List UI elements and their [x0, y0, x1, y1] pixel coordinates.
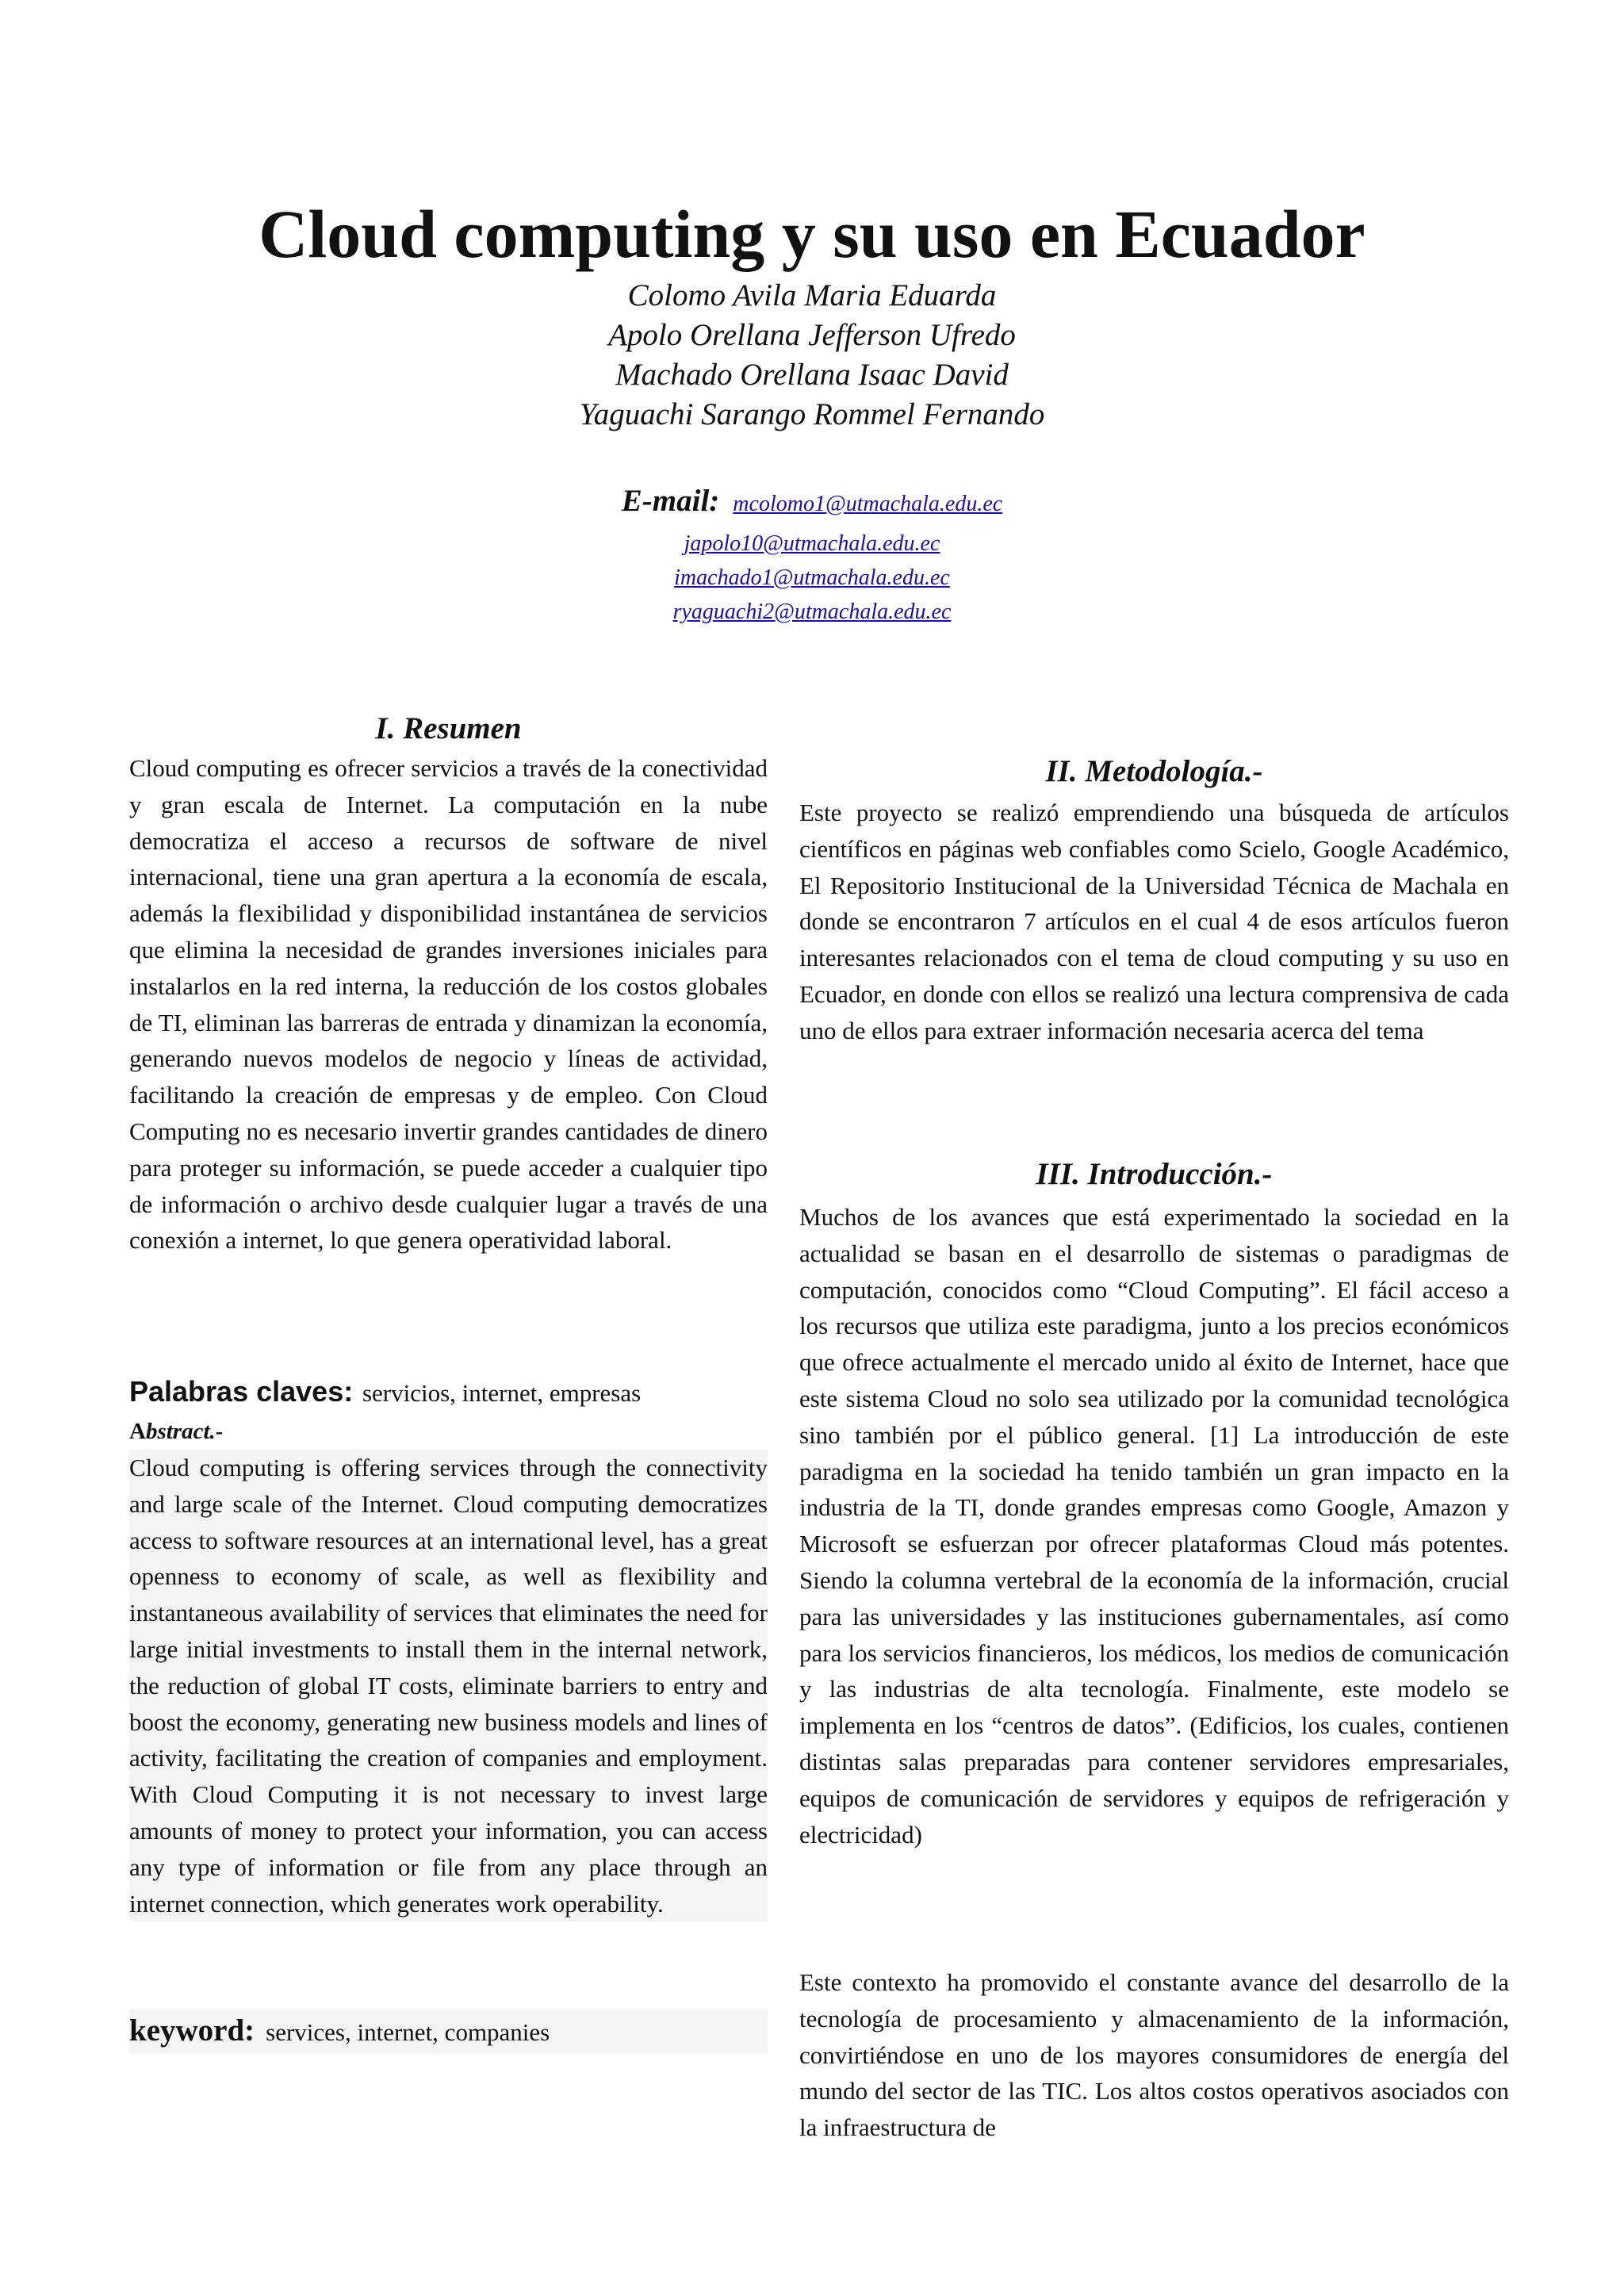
introduccion-paragraph: Muchos de los avances que está experimentado la sociedad en la actualidad se basan en el desarrollo de sistemas o paradigmas de computación, conocidos como “Cloud Computing”. El fácil acceso a los recursos que utiliza este paradigma, junto a los precios económicos que ofrece actualmente el mercado unido al éxito de Internet, hace que este sistema Cloud no solo sea utilizado por la comunidad tecnológica sino también por el público general. [1] La introducción de este paradigma en la sociedad ha tenido también un gran impacto en la industria de la TI, donde grandes empresas como Google, Amazon y Microsoft se esfuerzan por ofrecer plataformas Cloud más potentes. Siendo la columna vertebral de la economía de la información, crucial para las universidades y las instituciones gubernamentales, así como para los servicios financieros, los médicos, los medios de comunicación y las industrias de alta tecnología. Finalmente, este modelo se implementa en los “centros de datos”. (Edificios, los cuales, contienen distintas salas preparadas para contener servidores empresariales, equipos de comunicación de servidores y equipos de refrigeración y electricidad)	[799, 1203, 1509, 1849]
palabras-claves-label: Palabras claves:	[129, 1375, 354, 1408]
email-label: E-mail:	[621, 484, 720, 518]
palabras-claves-line	[129, 1374, 641, 1412]
metodologia-paragraph: Este proyecto se realizó emprendiendo una búsqueda de artículos científicos en páginas web confiables como Scielo, Google Académico, El Repositorio Institucional de la Universidad Técnica de Machala en donde se encontraron 7 artículos en el cual 4 de esos artículos fueron interesantes relacionados con el tema de cloud computing y su uso en Ecuador, en donde con ellos se realizó una lectura comprensiva de cada uno de ellos para extraer información necesaria acerca del tema	[799, 799, 1509, 1044]
keyword-label: keyword:	[129, 2013, 255, 2048]
abstract-paragraph: Cloud computing is offering services through the connectivity and large scale of the Internet. Cloud computing democratizes access to software resources at an international level, has a great openness to economy of scale, as well as flexibility and instantaneous availability of services that eliminates the need for large initial investments to install them in the internal network, the reduction of global IT costs, eliminate barriers to entry and boost the economy, generating new business models and lines of activity, facilitating the creation of companies and employment. With Cloud Computing it is not necessary to invest large amounts of money to protect your information, you can access any type of information or file from any place through an internet connection, which generates work operability.	[129, 1450, 768, 1921]
author-name: Apolo Orellana Jefferson Ufredo	[608, 318, 1016, 352]
email-link[interactable]: mcolomo1@utmachala.edu.ec	[733, 492, 1003, 516]
palabras-claves-value: servicios, internet, empresas	[356, 1379, 642, 1407]
keyword-line	[129, 2010, 768, 2054]
author-name: Yaguachi Sarango Rommel Fernando	[579, 397, 1045, 431]
abstract-label: Abstract.-	[129, 1419, 224, 1444]
resumen-paragraph: Cloud computing es ofrecer servicios a través de la conectividad y gran escala de Internet. La computación en la nube democratiza el acceso a recursos de software de nivel internacional, tiene una gran apertura a la economía de escala, además la flexibilidad y disponibilidad instantánea de servicios que elimina la necesidad de grandes inversiones iniciales para instalarlos en la red interna, la reducción de los costos globales de TI, eliminan las barreras de entrada y dinamizan la economía, generando nuevos modelos de negocio y líneas de actividad, facilitando la creación de empresas y de empleo. Con Cloud Computing no es necesario invertir grandes cantidades de dinero para proteger su información, se puede acceder a cualquier tipo de información o archivo desde cualquier lugar a través de una conexión a internet, lo que genera operatividad laboral.	[129, 754, 768, 1255]
email-link[interactable]: japolo10@utmachala.edu.ec	[684, 531, 940, 556]
section-heading-metodologia: II. Metodología.-	[1045, 754, 1263, 788]
email-link[interactable]: imachado1@utmachala.edu.ec	[674, 565, 950, 590]
section-heading-introduccion: III. Introducción.-	[1036, 1157, 1273, 1191]
email-link[interactable]: ryaguachi2@utmachala.edu.ec	[672, 600, 952, 624]
author-list	[0, 276, 1624, 435]
keyword-value: services, internet, companies	[266, 2018, 550, 2046]
email-block	[0, 479, 1624, 629]
paper-title: Cloud computing y su uso en Ecuador	[259, 196, 1365, 272]
section-heading-resumen: I. Resumen	[375, 711, 522, 745]
author-name: Machado Orellana Isaac David	[615, 358, 1009, 392]
author-name: Colomo Avila Maria Eduarda	[627, 278, 997, 312]
introduccion-paragraph-2: Este contexto ha promovido el constante avance del desarrollo de la tecnología de procesamiento y almacenamiento de la información, convirtiéndose en uno de los mayores consumidores de energía del mundo del sector de las TIC. Los altos costos operativos asociados con la infraestructura de	[799, 1968, 1509, 2142]
